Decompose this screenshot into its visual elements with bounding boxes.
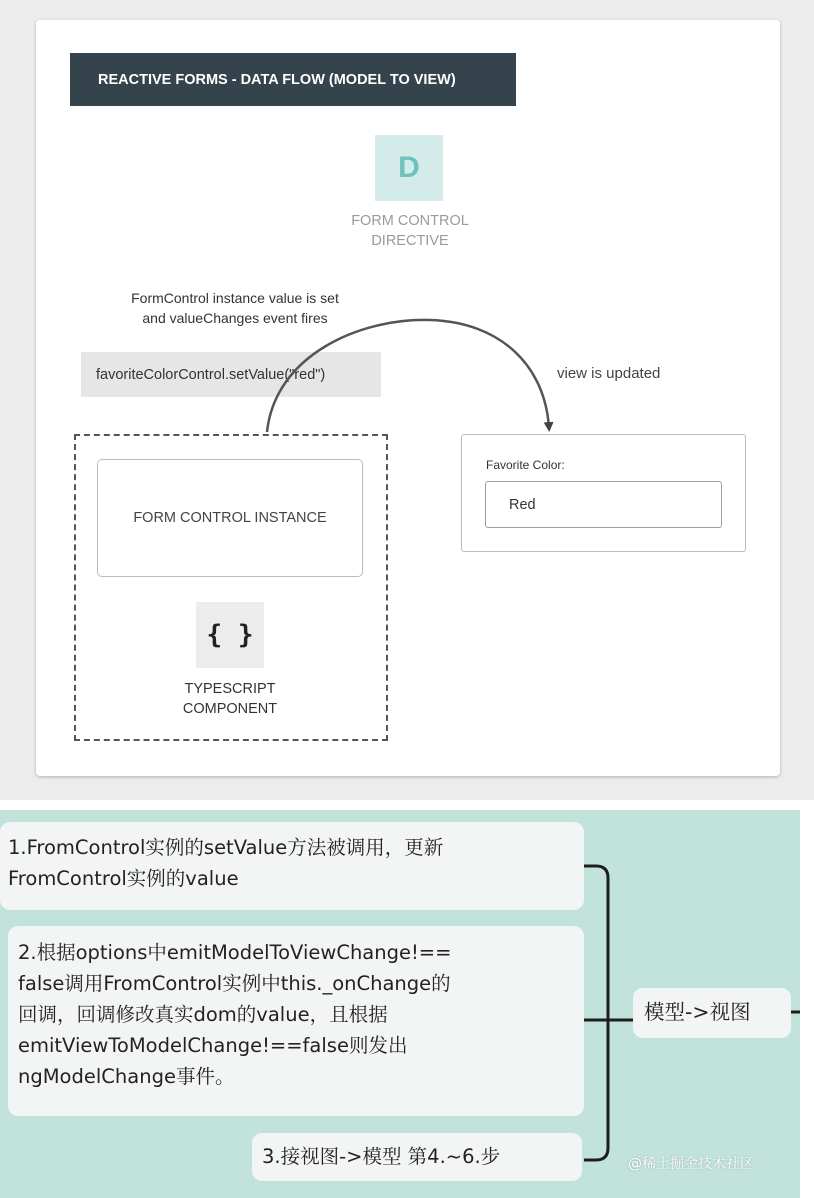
- step2-line2: false调用FromControl实例中this._onChange的: [18, 972, 451, 995]
- connector-bracket: [584, 866, 608, 1160]
- directive-icon: D: [375, 135, 443, 201]
- component-label-line1: TYPESCRIPT: [184, 681, 276, 697]
- credit-watermark: @稀土掘金技术社区: [628, 1156, 754, 1172]
- diagram-title: REACTIVE FORMS - DATA FLOW (MODEL TO VIEW): [70, 53, 516, 106]
- favorite-color-label: Favorite Color:: [486, 458, 565, 472]
- component-label-line2: COMPONENT: [182, 701, 278, 717]
- code-braces-icon: { }: [196, 602, 264, 668]
- topic-node: 模型->视图: [633, 988, 791, 1038]
- step2-line1: 2.根据options中emitModelToViewChange!==: [18, 941, 452, 964]
- caption-line2: and valueChanges event fires: [142, 310, 328, 326]
- form-control-instance: FORM CONTROL INSTANCE: [97, 459, 363, 577]
- step2-line4: emitViewToModelChange!==false则发出: [18, 1034, 408, 1057]
- step1-line1: 1.FromControl实例的setValue方法被调用，更新: [8, 836, 444, 859]
- step2-line3: 回调，回调修改真实dom的value，且根据: [18, 1003, 388, 1026]
- step3-line1: 3.接视图->模型 第4.~6.步: [262, 1145, 501, 1168]
- step-node-1: [0, 822, 584, 910]
- caption-line1: FormControl instance value is set: [131, 290, 339, 306]
- step2-line5: ngModelChange事件。: [18, 1065, 235, 1088]
- directive-label-line1: FORM CONTROL: [351, 213, 469, 229]
- set-value-code: favoriteColorControl.setValue("red"): [81, 352, 381, 397]
- step-node-3: [252, 1133, 582, 1181]
- favorite-color-field: Red: [485, 481, 722, 528]
- step-node-2: [8, 926, 584, 1116]
- directive-label-line2: DIRECTIVE: [371, 233, 449, 249]
- view-updated-label: view is updated: [557, 365, 661, 382]
- step1-line2: FromControl实例的value: [8, 867, 239, 890]
